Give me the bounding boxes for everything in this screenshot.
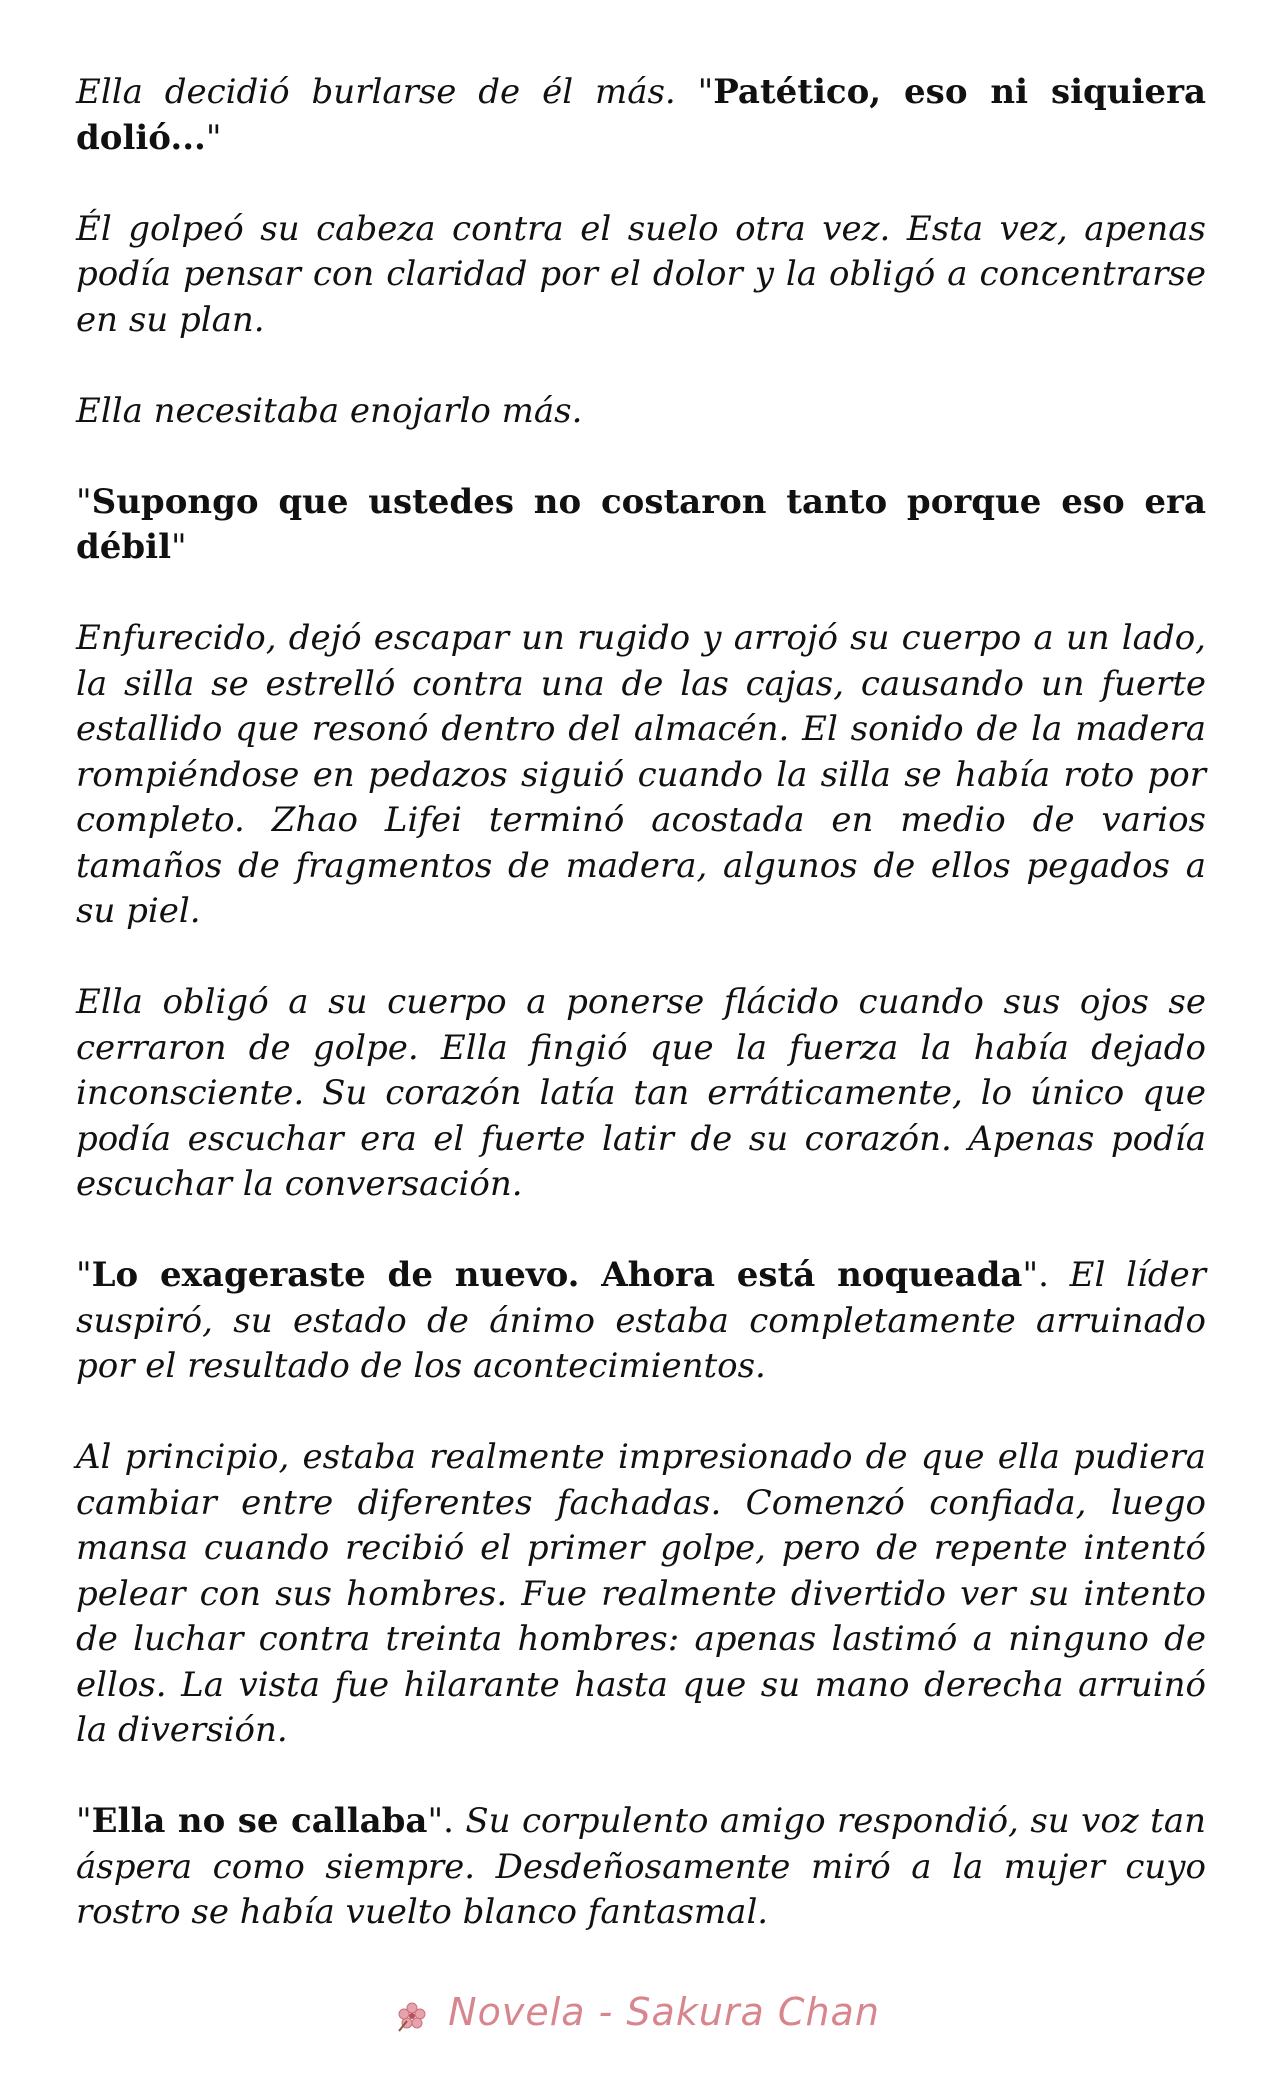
dialogue-text: Lo exageraste de nuevo. Ahora está noqueada bbox=[91, 1255, 1023, 1295]
paragraph bbox=[76, 389, 1206, 435]
narration-text: Enfurecido, dejó escapar un rugido y arrojó su cuerpo a un lado, la silla se estrelló contra una de las cajas, causando un fuerte estallido que resonó dentro del almacén. El sonido de la madera rompiéndose en pedazos siguió cuando la silla se había roto por completo. Zhao Lifei terminó acostada en medio de varios tamaños de fragmentos de madera, algunos de ellos pegados a su piel. bbox=[76, 618, 1206, 931]
quote-mark: ". bbox=[427, 1801, 466, 1841]
paragraph bbox=[76, 980, 1206, 1208]
quote-mark: " bbox=[205, 117, 222, 158]
paragraph bbox=[76, 1435, 1206, 1754]
dialogue-text: Ella no se callaba bbox=[91, 1801, 428, 1841]
watermark-footer bbox=[0, 1990, 1275, 2034]
narration-text: Su corpulento amigo respondió, su voz tan áspera como siempre. Desdeñosamente miró a la mujer cuyo rostro se había vuelto blanco fantasmal. bbox=[76, 1801, 1206, 1932]
quote-mark: ". bbox=[1022, 1255, 1070, 1295]
narration-text: Él golpeó su cabeza contra el suelo otra vez. Esta vez, apenas podía pensar con claridad por el dolor y la obligó a concentrarse en su plan. bbox=[76, 208, 1206, 340]
paragraph bbox=[76, 207, 1206, 344]
cherry-blossom-icon bbox=[395, 1998, 429, 2032]
dialogue-text: Patético, eso ni siquiera dolió... bbox=[76, 72, 1207, 158]
watermark-text: Novela - Sakura Chan bbox=[448, 1990, 880, 2034]
narration-text: Ella obligó a su cuerpo a ponerse flácido cuando sus ojos se cerraron de golpe. Ella fingió que la fuerza la había dejado inconsciente. Su corazón latía tan erráticamente, lo único que podía escuchar era el fuerte latir de su corazón. Apenas podía escuchar la conversación. bbox=[76, 982, 1206, 1204]
document-body bbox=[76, 70, 1206, 1981]
quote-mark: " bbox=[76, 1255, 92, 1295]
paragraph bbox=[76, 616, 1206, 935]
quote-mark: " bbox=[76, 1801, 92, 1841]
narration-text: El líder suspiró, su estado de ánimo estaba completamente arruinado por el resultado de los acontecimientos. bbox=[76, 1255, 1206, 1386]
quote-mark: " bbox=[76, 481, 92, 522]
dialogue-text: Supongo que ustedes no costaron tanto porque eso era débil bbox=[76, 481, 1206, 567]
paragraph bbox=[76, 1253, 1206, 1390]
narration-text: Ella decidió burlarse de él más. bbox=[76, 72, 698, 112]
quote-mark: " bbox=[697, 72, 714, 112]
paragraph bbox=[76, 480, 1206, 571]
paragraph bbox=[76, 70, 1206, 161]
narration-text: Ella necesitaba enojarlo más. bbox=[76, 390, 583, 431]
narration-text: Al principio, estaba realmente impresionado de que ella pudiera cambiar entre diferentes fachadas. Comenzó confiada, luego mansa cuando recibió el primer golpe, pero de repente intentó pelear con sus hombres. Fue realmente divertido ver su intento de luchar contra treinta hombres: apenas lastimó a ninguno de ellos. La vista fue hilarante hasta que su mano derecha arruinó la diversión. bbox=[76, 1437, 1206, 1750]
quote-mark: " bbox=[171, 527, 187, 567]
paragraph bbox=[76, 1799, 1206, 1936]
